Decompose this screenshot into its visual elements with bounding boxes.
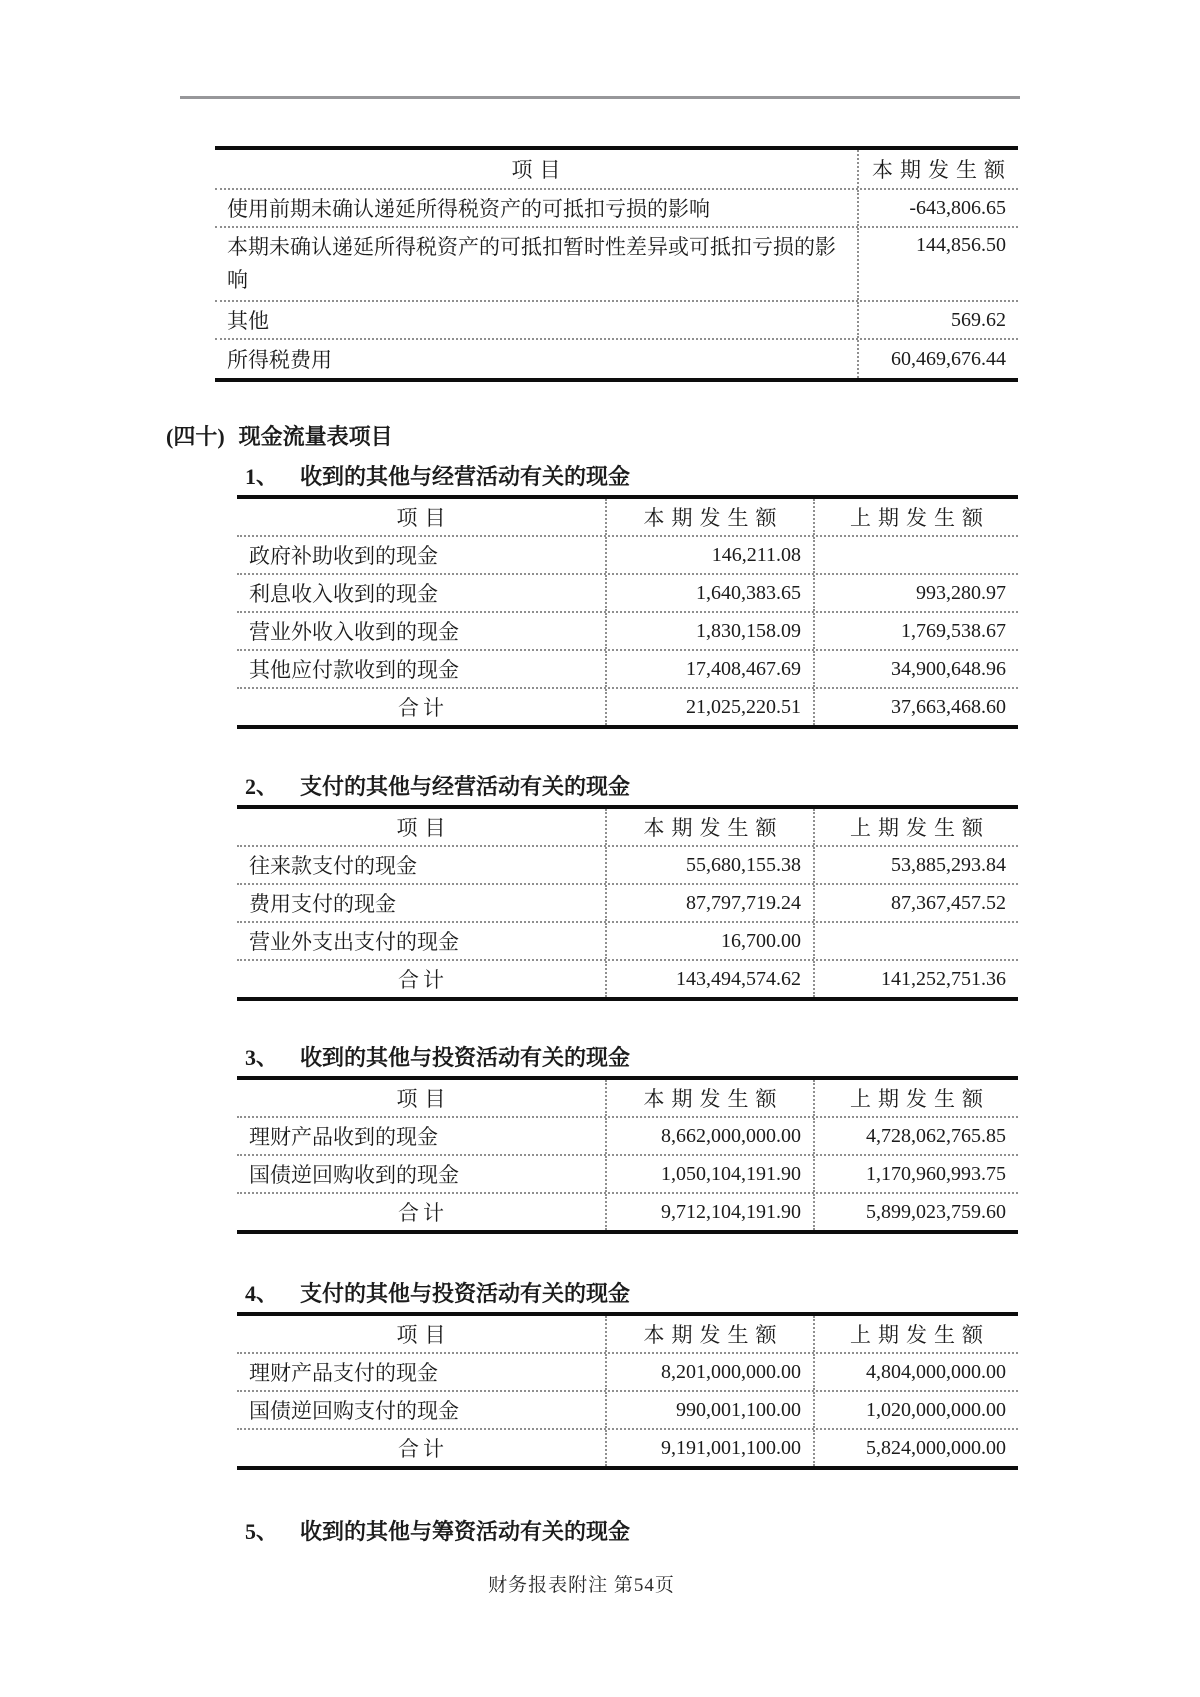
- item-cell: 其他应付款收到的现金: [249, 658, 459, 682]
- total-prior-cell: 5,824,000,000.00: [813, 1430, 1018, 1466]
- item-cell: 利息收入收到的现金: [249, 582, 438, 606]
- total-row: [237, 959, 1018, 997]
- total-prior-cell: 5,899,023,759.60: [813, 1194, 1018, 1230]
- table-row: [237, 845, 1018, 883]
- subsection-title: 收到的其他与筹资活动有关的现金: [300, 1518, 631, 1544]
- current-amount-cell: 144,856.50: [857, 228, 1018, 300]
- total-prior-cell: 141,252,751.36: [813, 961, 1018, 997]
- item-cell: 本期未确认递延所得税资产的可抵扣暂时性差异或可抵扣亏损的影响: [227, 235, 836, 292]
- subsection-number: 3、: [245, 1044, 279, 1070]
- current-amount-cell: 17,408,467.69: [605, 651, 813, 687]
- subsection-title: 支付的其他与经营活动有关的现金: [300, 773, 631, 799]
- item-cell: 营业外支出支付的现金: [249, 930, 459, 954]
- table-row: [237, 573, 1018, 611]
- total-row: [237, 1192, 1018, 1230]
- subsection-1-table: [237, 495, 1018, 729]
- subsection-number: 2、: [245, 773, 279, 799]
- prior-amount-cell: 87,367,457.52: [813, 885, 1018, 921]
- section-number: (四十): [166, 423, 225, 449]
- prior-amount-cell: 4,804,000,000.00: [813, 1354, 1018, 1390]
- table-header-row: [237, 809, 1018, 845]
- table-row: [215, 338, 1018, 378]
- prior-amount-cell: [813, 537, 1018, 573]
- subsection-title: 支付的其他与投资活动有关的现金: [300, 1280, 631, 1306]
- subsection-number: 5、: [245, 1518, 279, 1544]
- col-header-prior: 上期发生额: [813, 1316, 1018, 1352]
- total-current-cell: 9,191,001,100.00: [605, 1430, 813, 1466]
- item-cell: 使用前期未确认递延所得税资产的可抵扣亏损的影响: [227, 197, 710, 221]
- prior-amount-cell: [813, 923, 1018, 959]
- table-row: [237, 611, 1018, 649]
- income-tax-table: [215, 146, 1018, 382]
- subsection-number: 1、: [245, 463, 279, 489]
- col-header-prior: 上期发生额: [813, 1080, 1018, 1116]
- page-header-rule: [180, 96, 1020, 99]
- total-label-cell: 合计: [398, 1437, 448, 1461]
- total-prior-cell: 37,663,468.60: [813, 689, 1018, 725]
- col-header-current: 本期发生额: [605, 809, 813, 845]
- table-row: [237, 1154, 1018, 1192]
- total-current-cell: 143,494,574.62: [605, 961, 813, 997]
- current-amount-cell: 60,469,676.44: [857, 340, 1018, 378]
- item-cell: 其他: [227, 309, 269, 333]
- total-label-cell: 合计: [398, 1201, 448, 1225]
- prior-amount-cell: 53,885,293.84: [813, 847, 1018, 883]
- item-cell: 所得税费用: [227, 348, 332, 372]
- prior-amount-cell: 1,170,960,993.75: [813, 1156, 1018, 1192]
- table-header-row: [215, 150, 1018, 188]
- subsection-3-heading: [245, 1041, 630, 1071]
- subsection-4-heading: [245, 1277, 630, 1307]
- table-row: [237, 1390, 1018, 1428]
- item-cell: 营业外收入收到的现金: [249, 620, 459, 644]
- table-row: [237, 1116, 1018, 1154]
- col-header-current: 本期发生额: [857, 150, 1018, 188]
- table-row: [237, 883, 1018, 921]
- col-header-item: 项目: [396, 816, 453, 840]
- subsection-title: 收到的其他与经营活动有关的现金: [300, 463, 631, 489]
- prior-amount-cell: 34,900,648.96: [813, 651, 1018, 687]
- current-amount-cell: 146,211.08: [605, 537, 813, 573]
- table-row: [237, 535, 1018, 573]
- subsection-1-heading: [245, 460, 630, 490]
- subsection-3-table: [237, 1076, 1018, 1234]
- subsection-5-heading: [245, 1515, 630, 1545]
- total-row: [237, 687, 1018, 725]
- page-footer: 财务报表附注 第54页: [488, 1575, 675, 1596]
- subsection-2-table: [237, 805, 1018, 1001]
- current-amount-cell: 16,700.00: [605, 923, 813, 959]
- current-amount-cell: 1,830,158.09: [605, 613, 813, 649]
- prior-amount-cell: 1,769,538.67: [813, 613, 1018, 649]
- subsection-4-table: [237, 1312, 1018, 1470]
- col-header-prior: 上期发生额: [813, 499, 1018, 535]
- col-header-item: 项目: [396, 506, 453, 530]
- col-header-current: 本期发生额: [605, 1316, 813, 1352]
- col-header-current: 本期发生额: [605, 499, 813, 535]
- total-row: [237, 1428, 1018, 1466]
- table-row: [215, 300, 1018, 338]
- col-header-current: 本期发生额: [605, 1080, 813, 1116]
- current-amount-cell: 569.62: [857, 302, 1018, 338]
- item-cell: 政府补助收到的现金: [249, 544, 438, 568]
- prior-amount-cell: 993,280.97: [813, 575, 1018, 611]
- col-header-prior: 上期发生额: [813, 809, 1018, 845]
- current-amount-cell: -643,806.65: [857, 190, 1018, 226]
- table-header-row: [237, 499, 1018, 535]
- total-label-cell: 合计: [398, 968, 448, 992]
- table-row: [237, 921, 1018, 959]
- current-amount-cell: 1,640,383.65: [605, 575, 813, 611]
- table-row: [215, 188, 1018, 226]
- current-amount-cell: 8,201,000,000.00: [605, 1354, 813, 1390]
- item-cell: 往来款支付的现金: [249, 854, 417, 878]
- table-row: [237, 649, 1018, 687]
- subsection-2-heading: [245, 770, 630, 800]
- current-amount-cell: 8,662,000,000.00: [605, 1118, 813, 1154]
- table-row: [215, 226, 1018, 300]
- total-current-cell: 21,025,220.51: [605, 689, 813, 725]
- prior-amount-cell: 4,728,062,765.85: [813, 1118, 1018, 1154]
- item-cell: 理财产品收到的现金: [249, 1125, 438, 1149]
- item-cell: 国债逆回购收到的现金: [249, 1163, 459, 1187]
- col-header-item: 项目: [396, 1087, 453, 1111]
- section-heading: [166, 419, 393, 451]
- col-header-item: 项目: [396, 1323, 453, 1347]
- item-cell: 国债逆回购支付的现金: [249, 1399, 459, 1423]
- table-header-row: [237, 1080, 1018, 1116]
- section-title: 现金流量表项目: [238, 423, 393, 449]
- table-row: [237, 1352, 1018, 1390]
- current-amount-cell: 1,050,104,191.90: [605, 1156, 813, 1192]
- current-amount-cell: 990,001,100.00: [605, 1392, 813, 1428]
- prior-amount-cell: 1,020,000,000.00: [813, 1392, 1018, 1428]
- subsection-number: 4、: [245, 1280, 279, 1306]
- table-header-row: [237, 1316, 1018, 1352]
- item-cell: 费用支付的现金: [249, 892, 396, 916]
- col-header-item: 项目: [511, 158, 568, 182]
- total-current-cell: 9,712,104,191.90: [605, 1194, 813, 1230]
- item-cell: 理财产品支付的现金: [249, 1361, 438, 1385]
- total-label-cell: 合计: [398, 696, 448, 720]
- current-amount-cell: 87,797,719.24: [605, 885, 813, 921]
- current-amount-cell: 55,680,155.38: [605, 847, 813, 883]
- subsection-title: 收到的其他与投资活动有关的现金: [300, 1044, 631, 1070]
